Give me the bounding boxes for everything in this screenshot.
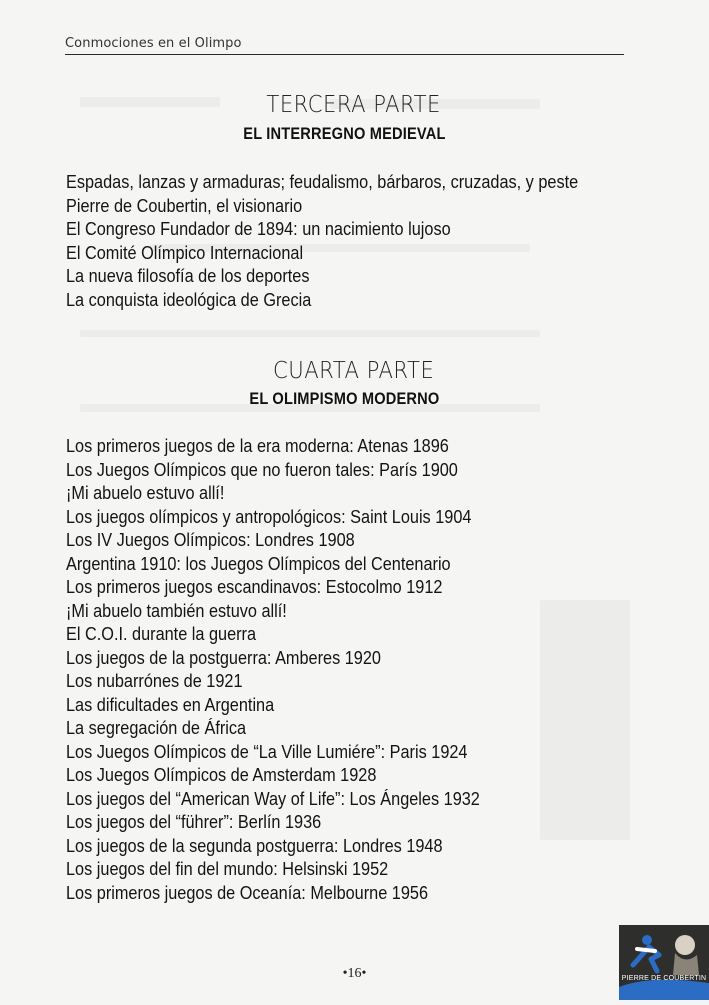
toc-entry: Los juegos olímpicos y antropológicos: Saint Louis 1904 bbox=[66, 505, 472, 527]
toc-entry: ¡Mi abuelo estuvo allí! bbox=[66, 482, 225, 503]
toc-entry: Los juegos del “führer”: Berlín 1936 bbox=[66, 811, 322, 832]
toc-entry: La segregación de África bbox=[66, 717, 247, 738]
toc-entry: Los juegos de la segunda postguerra: Londres 1948 bbox=[66, 834, 443, 856]
toc-entry: Pierre de Coubertin, el visionario bbox=[66, 194, 303, 216]
coubertin-logo bbox=[619, 925, 709, 1000]
toc-entry: El Congreso Fundador de 1894: un nacimiento lujoso bbox=[66, 218, 451, 239]
part-four-subtitle: EL OLIMPISMO MODERNO bbox=[249, 389, 440, 408]
logo-caption: PIERRE DE COUBERTIN bbox=[621, 975, 707, 982]
bleed-through-mark bbox=[540, 600, 630, 840]
toc-entry: Los nubarrónes de 1921 bbox=[66, 670, 243, 691]
part-three-contents bbox=[66, 170, 648, 311]
toc-entry: Los Juegos Olímpicos de Amsterdam 1928 bbox=[66, 764, 377, 785]
toc-entry: Los IV Juegos Olímpicos: Londres 1908 bbox=[66, 529, 355, 550]
header-rule bbox=[65, 54, 624, 55]
coubertin-logo-graphic bbox=[619, 925, 709, 1000]
toc-entry: La nueva filosofía de los deportes bbox=[66, 265, 310, 286]
toc-entry: Los primeros juegos de la era moderna: Atenas 1896 bbox=[66, 435, 449, 456]
toc-entry: El Comité Olímpico Internacional bbox=[66, 241, 304, 263]
part-three-subtitle: EL INTERREGNO MEDIEVAL bbox=[243, 124, 446, 143]
bleed-through-mark bbox=[80, 330, 540, 337]
toc-entry: Espadas, lanzas y armaduras; feudalismo, bárbaros, cruzadas, y peste bbox=[66, 171, 579, 192]
toc-entry: Los Juegos Olímpicos de “La Ville Lumiére”: Paris 1924 bbox=[66, 740, 468, 762]
part-three-title: TERCERA PARTE bbox=[266, 92, 441, 118]
part-four-title: CUARTA PARTE bbox=[273, 358, 435, 384]
toc-entry: Los juegos del fin del mundo: Helsinski 1952 bbox=[66, 858, 389, 879]
toc-entry: Los Juegos Olímpicos que no fueron tales: París 1900 bbox=[66, 458, 458, 480]
toc-entry: Los primeros juegos de Oceanía: Melbourne 1956 bbox=[66, 881, 429, 903]
part-four-contents bbox=[66, 434, 536, 904]
toc-entry: Los juegos del “American Way of Life”: Los Ángeles 1932 bbox=[66, 787, 480, 809]
running-header: Conmociones en el Olimpo bbox=[65, 36, 242, 51]
toc-entry: El C.O.I. durante la guerra bbox=[66, 623, 257, 644]
toc-entry: Los primeros juegos escandinavos: Estocolmo 1912 bbox=[66, 576, 443, 597]
toc-entry: Las dificultades en Argentina bbox=[66, 693, 275, 715]
page-number: •16• bbox=[342, 966, 367, 981]
toc-entry: La conquista ideológica de Grecia bbox=[66, 288, 312, 310]
toc-entry: Los juegos de la postguerra: Amberes 1920 bbox=[66, 646, 381, 668]
toc-entry: Argentina 1910: los Juegos Olímpicos del Centenario bbox=[66, 552, 451, 574]
toc-entry: ¡Mi abuelo también estuvo allí! bbox=[66, 599, 287, 621]
